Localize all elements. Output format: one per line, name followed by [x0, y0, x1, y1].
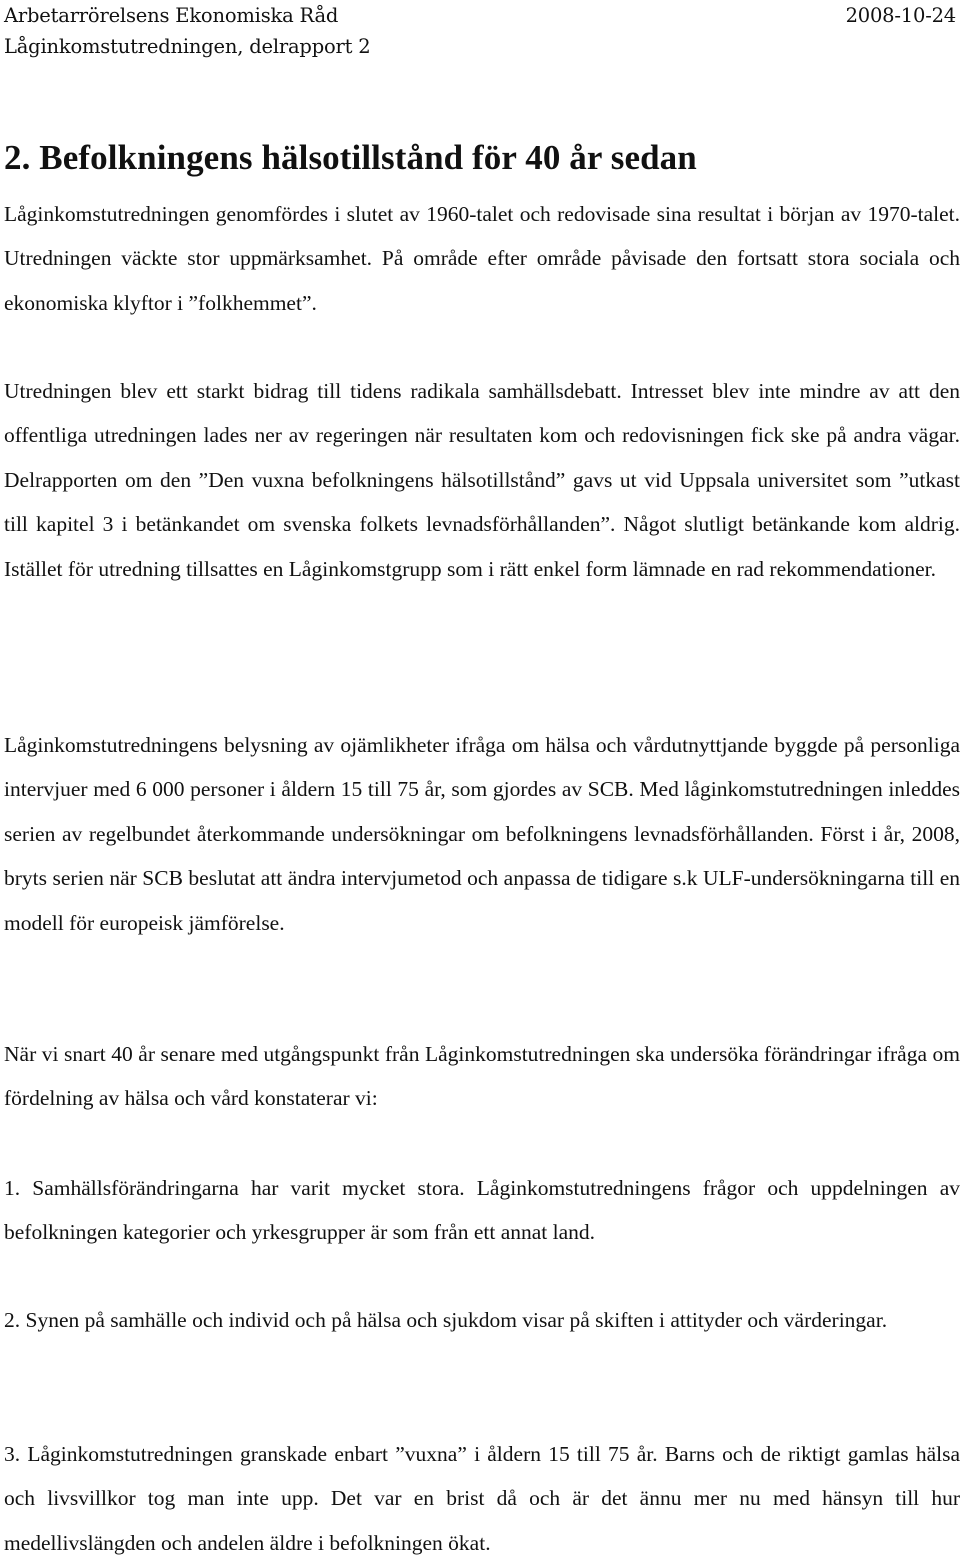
header-date: 2008-10-24: [845, 4, 956, 27]
page-header: [4, 0, 956, 62]
section-heading: 2. Befolkningens hälsotillstånd för 40 år sedan: [4, 138, 697, 177]
paragraph-conclusion-intro: När vi snart 40 år senare med utgångspunkt från Låginkomstutredningen ska undersöka förändringar ifråga om fördelning av hälsa och vård konstaterar vi:: [4, 1042, 960, 1111]
header-bottom-row: [4, 31, 956, 62]
paragraph-survey: Låginkomstutredningens belysning av ojämlikheter ifråga om hälsa och vårdutnyttjande byggde på personliga intervjuer med 6 000 personer i åldern 15 till 75 år, som gjordes av SCB. Med låginkomstutredningen inleddes serien av regelbundet återkommande undersökningar om befolkningens levnadsförhållanden. Först i år, 2008, bryts serien när SCB beslutat att ändra intervjumetod och anpassa de tidigare s.k ULF-undersökningarna till en modell för europeisk jämförelse.: [4, 733, 960, 935]
header-organization: Arbetarrörelsens Ekonomiska Råd: [4, 4, 339, 27]
paragraph-intro: Låginkomstutredningen genomfördes i slutet av 1960-talet och redovisade sina resultat i början av 1970-talet. Utredningen väckte stor uppmärksamhet. På område efter område påvisade den fortsatt stora sociala och ekonomiska klyftor i ”folkhemmet”.: [4, 202, 960, 315]
header-report-title: Låginkomstutredningen, delrapport 2: [4, 35, 371, 58]
list-item-3: 3. Låginkomstutredningen granskade enbart ”vuxna” i åldern 15 till 75 år. Barns och de riktigt gamlas hälsa och livsvillkor tog man inte upp. Det var en brist då och är det ännu mer nu med hänsyn till hur medellivslängden och andelen äldre i befolkningen ökat.: [4, 1442, 960, 1555]
list-item-2: 2. Synen på samhälle och individ och på hälsa och sjukdom visar på skiften i attityder och värderingar.: [4, 1308, 888, 1332]
list-item-1: 1. Samhällsförändringarna har varit mycket stora. Låginkomstutredningens frågor och uppdelningen av befolkningen kategorier och yrkesgrupper är som från ett annat land.: [4, 1176, 960, 1245]
paragraph-debate: Utredningen blev ett starkt bidrag till tidens radikala samhällsdebatt. Intresset blev inte mindre av att den offentliga utredningen lades ner av regeringen när resultaten kom och redovisningen fick ske på andra vägar. Delrapporten om den ”Den vuxna befolkningens hälsotillstånd” gavs ut vid Uppsala universitet som ”utkast till kapitel 3 i betänkandet om svenska folkets levnadsförhållanden”. Något slutligt betänkande kom aldrig. Istället för utredning tillsattes en Låginkomstgrupp som i rätt enkel form lämnade en rad rekommendationer.: [4, 379, 960, 581]
header-top-row: [4, 0, 956, 31]
